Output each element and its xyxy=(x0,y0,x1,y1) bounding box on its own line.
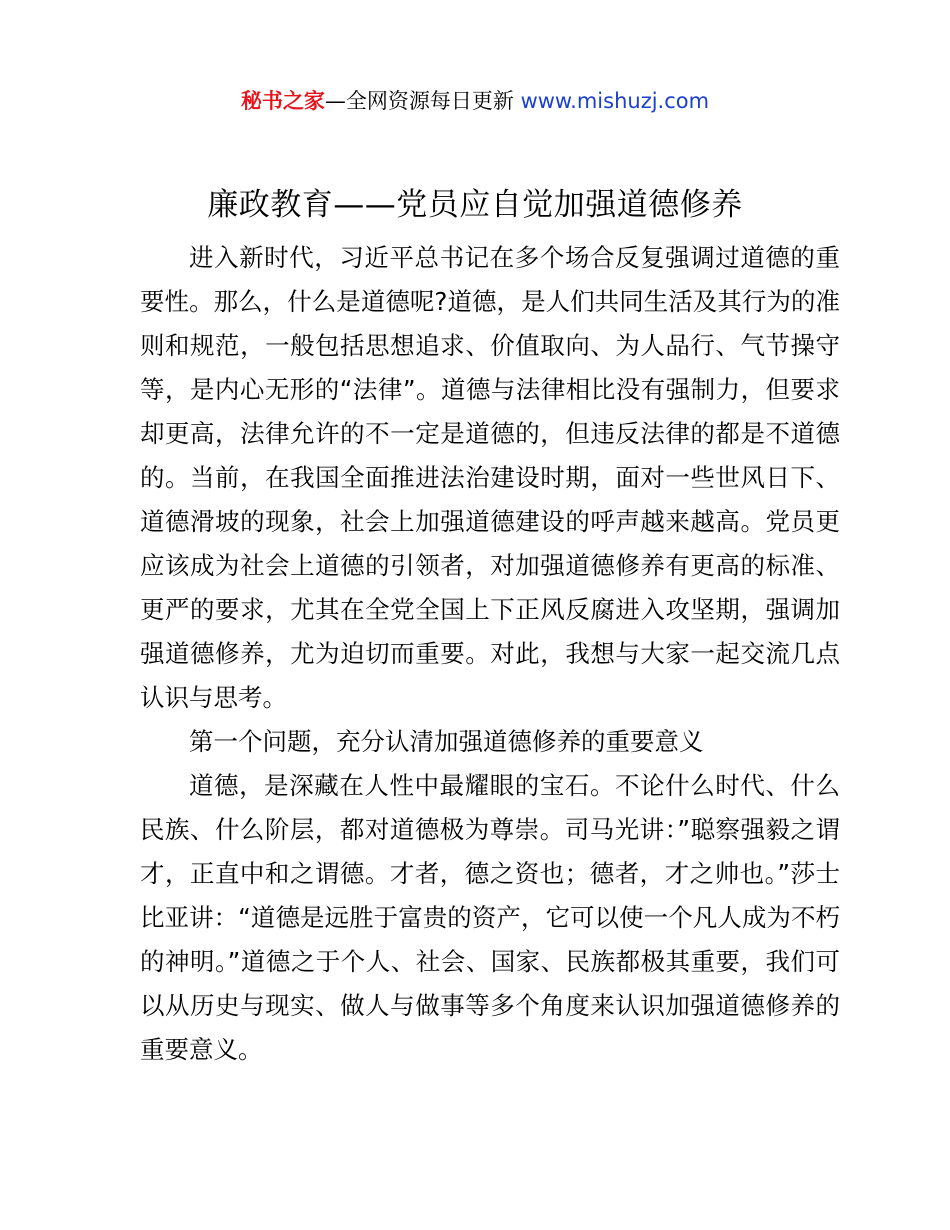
site-header xyxy=(0,86,950,116)
brand-name: 秘书之家 xyxy=(240,89,325,113)
section-body-paragraph: 道德，是深藏在人性中最耀眼的宝石。不论什么时代、什么民族、什么阶层，都对道德极为尊崇。司马光讲：”聪察强毅之谓才，正直中和之谓德。才者，德之资也；德者，才之帅也。”莎士比亚讲：“道德是远胜于富贵的资产，它可以使一个凡人成为不朽的神明。”道德之于个人、社会、国家、民族都极其重要，我们可以从历史与现实、做人与做事等多个角度来认识加强道德修养的重要意义。 xyxy=(140,771,840,1064)
site-url-link[interactable]: www.mishuzj.com xyxy=(520,89,710,113)
document-title: 廉政教育——党员应自觉加强道德修养 xyxy=(207,187,743,223)
intro-paragraph: 进入新时代，习近平总书记在多个场合反复强调过道德的重要性。那么，什么是道德呢?道德，是人们共同生活及其行为的准则和规范，一般包括思想追求、价值取向、为人品行、气节操守等，是内心无形的“法律”。道德与法律相比没有强制力，但要求却更高，法律允许的不一定是道德的，但违反法律的都是不道德的。当前，在我国全面推进法治建设时期，面对一些世风日下、道德滑坡的现象，社会上加强道德建设的呼声越来越高。党员更应该成为社会上道德的引领者，对加强道德修养有更高的标准、更严的要求，尤其在全党全国上下正风反腐进入攻坚期，强调加强道德修养，尤为迫切而重要。对此，我想与大家一起交流几点认识与思考。 xyxy=(140,243,840,712)
header-tagline: —全网资源每日更新 xyxy=(324,89,514,113)
document-body xyxy=(140,236,840,1072)
section-heading-paragraph: 第一个问题，充分认清加强道德修养的重要意义 xyxy=(189,727,704,756)
